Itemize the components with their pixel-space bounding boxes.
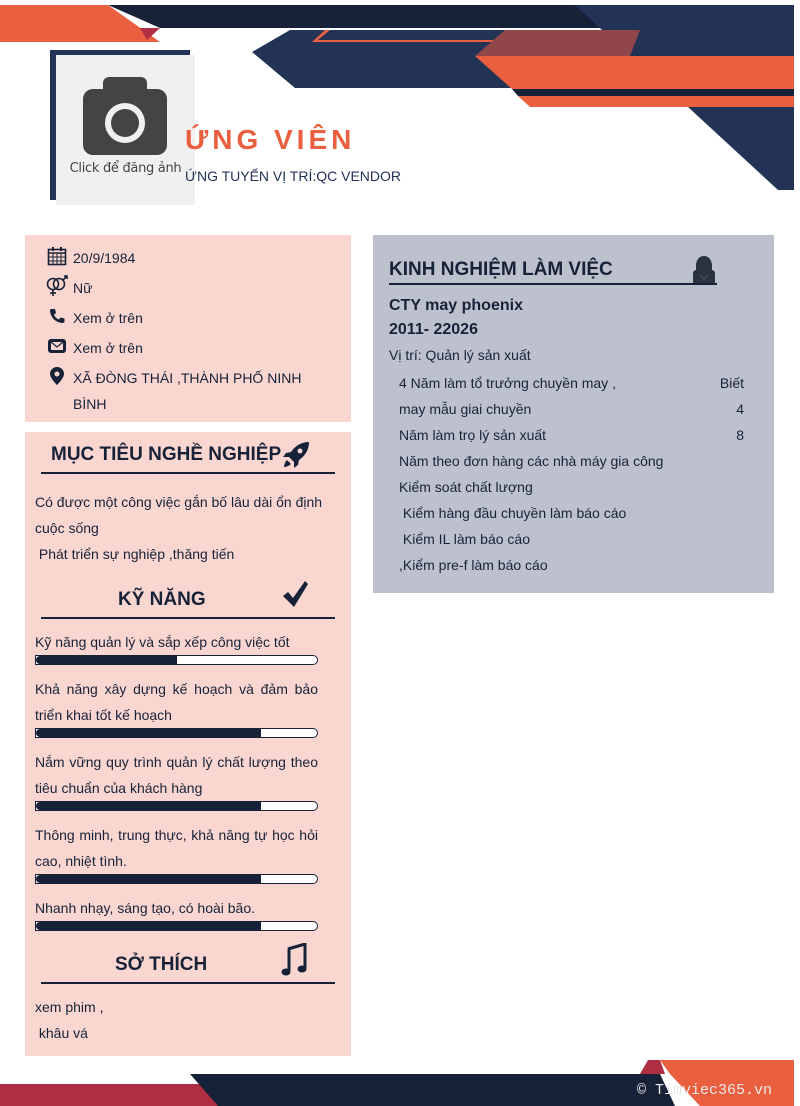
experience-line: Kiểm soát chất lượng — [399, 479, 533, 495]
skill-label: Nắm vững quy trình quản lý chất lượng theo tiêu chuẩn của khách hàng — [35, 754, 318, 796]
hobbies-divider — [41, 982, 335, 984]
camera-icon — [83, 77, 167, 155]
map-pin-icon — [45, 365, 69, 387]
envelope-icon — [45, 335, 69, 357]
contact-email: Xem ở trên — [45, 335, 313, 361]
music-note-icon — [281, 943, 307, 977]
calendar-icon — [45, 245, 69, 267]
phone-icon — [45, 305, 69, 327]
experience-line: 4 Năm làm tổ trưởng chuyền may , Biết — [399, 375, 744, 391]
skill-label: Nhanh nhạy, sáng tạo, có hoài bão. — [35, 900, 256, 916]
skill-progress-bar — [35, 921, 318, 931]
contact-birthday: 20/9/1984 — [45, 245, 313, 271]
experience-line: ,Kiểm pre-f làm báo cáo — [399, 557, 548, 573]
skill-label: Kỹ năng quản lý và sắp xếp công việc tốt — [35, 634, 290, 650]
upload-photo-button[interactable] — [56, 55, 195, 205]
skill-progress-bar — [35, 801, 318, 811]
copyright-link[interactable]: © Timviec365.vn — [636, 1082, 772, 1099]
objective-divider — [41, 472, 335, 474]
applied-position: ỨNG TUYỂN VỊ TRÍ:QC VENDOR — [185, 168, 402, 184]
skills-divider — [41, 617, 335, 619]
left-column-box — [25, 432, 351, 1056]
rocket-icon — [281, 440, 311, 470]
contact-address: XÃ ĐÒNG THÁI ,THÀNH PHỐ NINH BÌNH — [45, 365, 313, 417]
hobby-item: khâu vá — [35, 1025, 88, 1041]
experience-line: may mẫu giai chuyền 4 — [399, 401, 744, 417]
checkmark-icon — [281, 580, 309, 608]
experience-company: CTY may phoenix — [389, 297, 523, 314]
experience-period: 2011- 22026 — [389, 321, 478, 338]
contact-phone: Xem ở trên — [45, 305, 313, 331]
contact-info-box — [25, 235, 351, 422]
experience-divider — [389, 283, 717, 285]
candidate-name: ỨNG VIÊN — [185, 124, 356, 155]
contact-gender: Nữ — [45, 275, 313, 301]
skills-title: KỸ NĂNG — [118, 589, 206, 610]
experience-line: Năm làm trọ lý sản xuất 8 — [399, 427, 744, 443]
skill-label: Khả năng xây dựng kế hoạch và đảm bảo triển khai tốt kế hoạch — [35, 681, 318, 723]
skill-label: Thông minh, trung thực, khả năng tự học hỏi cao, nhiệt tình. — [35, 827, 318, 869]
objective-line: Phát triển sự nghiệp ,thăng tiến — [35, 546, 235, 562]
experience-role: Vị trí: Quản lý sản xuất — [389, 347, 531, 363]
person-silhouette-icon — [692, 255, 716, 285]
objective-title: MỤC TIÊU NGHỀ NGHIỆP — [51, 444, 282, 465]
experience-line: Kiểm IL làm báo cáo — [399, 531, 530, 547]
gender-icon — [45, 275, 69, 297]
hobby-item: xem phim , — [35, 999, 104, 1015]
experience-line: Năm theo đơn hàng các nhà máy gia công — [399, 453, 664, 469]
experience-title: KINH NGHIỆM LÀM VIỆC — [389, 259, 613, 280]
experience-box — [373, 235, 774, 593]
experience-line: Kiểm hàng đầu chuyền làm báo cáo — [399, 505, 627, 521]
photo-caption: Click để đăng ảnh — [69, 161, 182, 176]
objective-line: Có được một công việc gắn bố lâu dài ổn định cuộc sống — [35, 494, 323, 536]
skill-progress-bar — [35, 728, 318, 738]
skill-progress-bar — [35, 874, 318, 884]
skill-progress-bar — [35, 655, 318, 665]
hobbies-title: SỞ THÍCH — [115, 954, 208, 975]
